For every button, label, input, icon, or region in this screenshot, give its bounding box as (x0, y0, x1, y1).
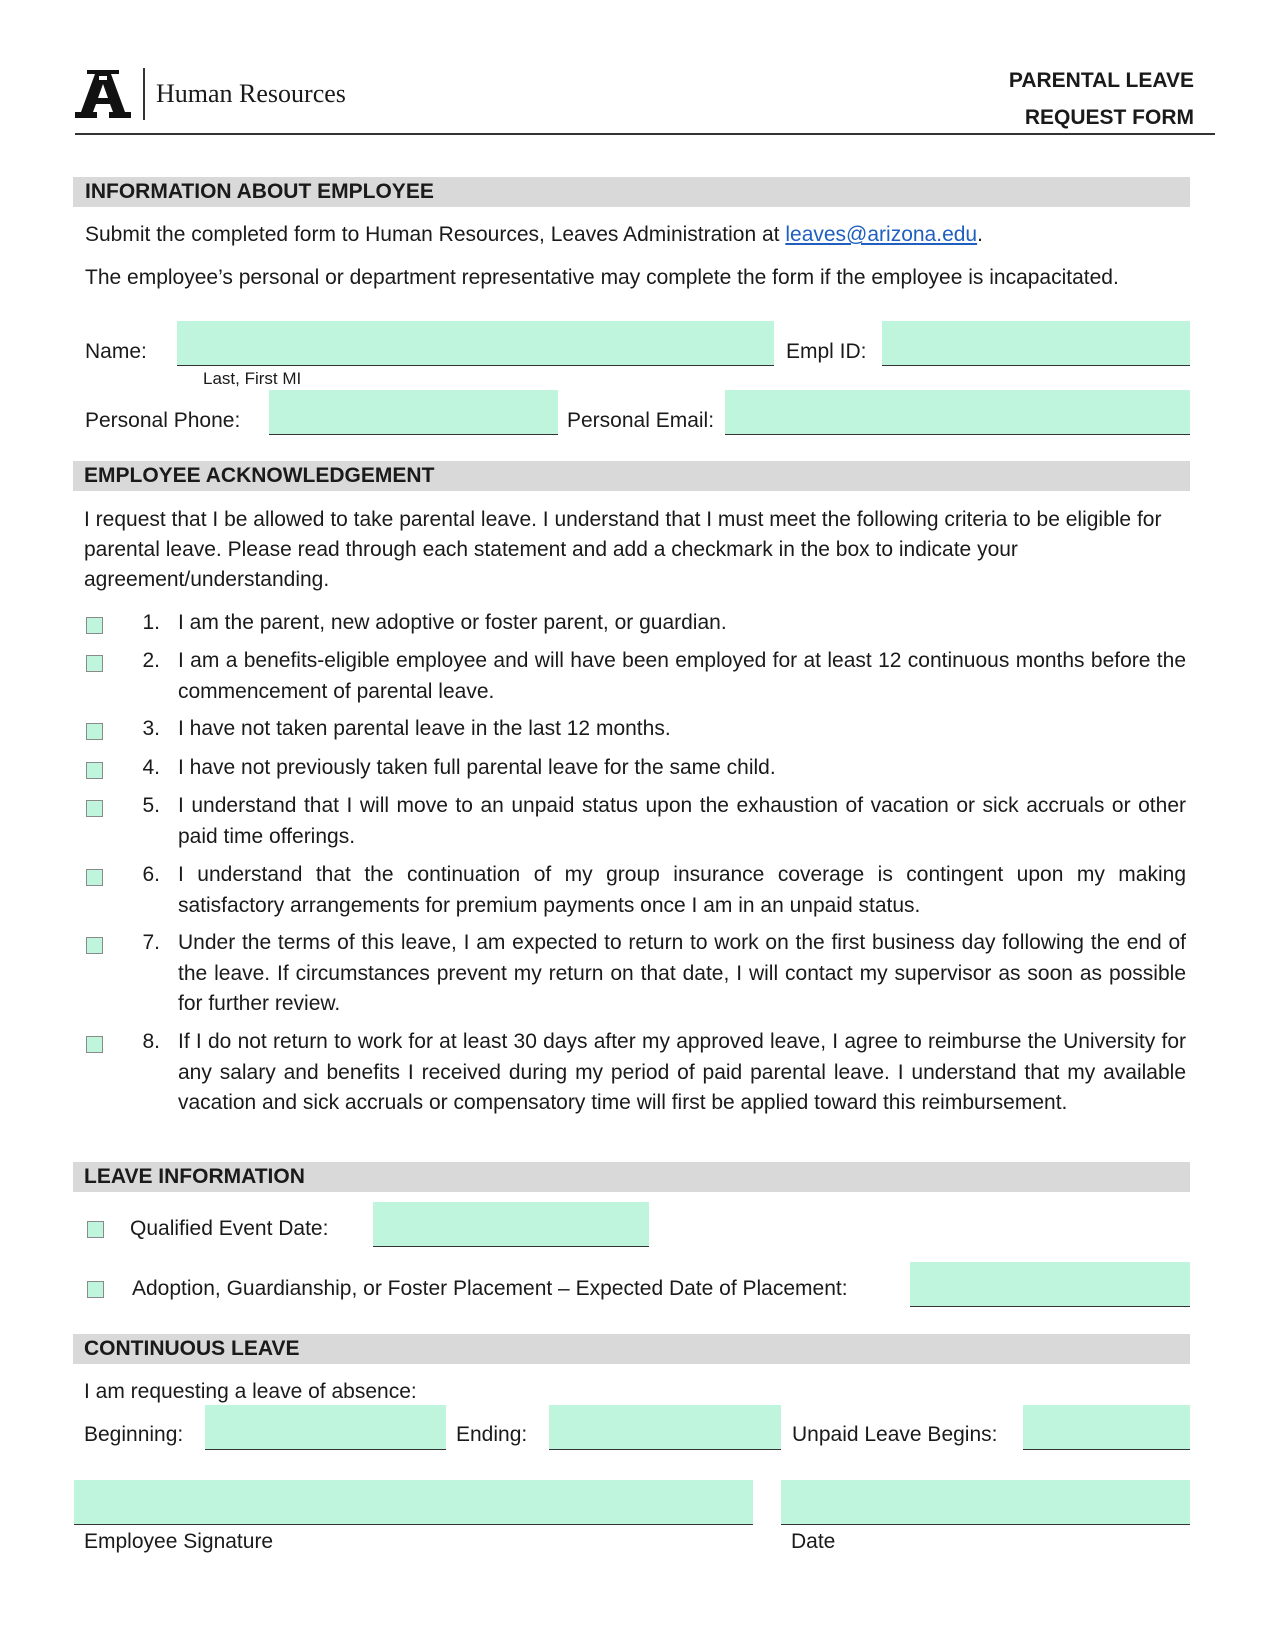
placement-checkbox[interactable] (87, 1281, 104, 1298)
ack-checkbox-7[interactable] (86, 937, 103, 954)
ack-text: If I do not return to work for at least 30 days after my approved leave, I agree to reimburse the University for any salary and benefits I received during my period of paid parental leave. I understand that my available vacation and sick accruals or compensatory time will first be applied toward this reimbursement. (178, 1030, 1186, 1114)
beginning-label: Beginning: (84, 1423, 184, 1446)
ack-checkbox-2[interactable] (86, 655, 103, 672)
signature-label: Employee Signature (84, 1530, 274, 1553)
name-label: Name: (85, 340, 147, 363)
ack-checkbox-1[interactable] (86, 617, 103, 634)
ack-number: 5. (142, 794, 160, 817)
name-field[interactable] (177, 321, 774, 366)
header-rule (75, 133, 1215, 135)
email-field[interactable] (725, 390, 1190, 435)
signature-date-field[interactable] (781, 1480, 1190, 1525)
ack-checkbox-4[interactable] (86, 762, 103, 779)
emplid-label: Empl ID: (786, 340, 867, 363)
unpaid-leave-date-field[interactable] (1023, 1405, 1190, 1450)
phone-label: Personal Phone: (85, 409, 241, 432)
ack-text: Under the terms of this leave, I am expected to return to work on the first business day following the end of the leave. If circumstances prevent my return on that date, I will contact my supervisor as soon as possible for further review. (178, 931, 1186, 1015)
ack-number: 6. (142, 863, 160, 886)
leaves-email-link[interactable]: leaves@arizona.edu (785, 223, 978, 246)
ack-text: I have not previously taken full parental leave for the same child. (178, 756, 776, 779)
event-date-label: Qualified Event Date: (130, 1217, 329, 1240)
name-hint: Last, First MI (203, 369, 302, 388)
ack-checkbox-8[interactable] (86, 1036, 103, 1053)
ack-number: 7. (142, 931, 160, 954)
representative-note: The employee’s personal or department representative may complete the form if the employee is incapacitated. (85, 266, 1119, 289)
placement-date-field[interactable] (910, 1262, 1190, 1307)
section-header-continuous-leave: CONTINUOUS LEAVE (73, 1334, 1190, 1364)
emplid-field[interactable] (882, 321, 1190, 366)
section-header-employee-info: INFORMATION ABOUT EMPLOYEE (73, 177, 1190, 207)
form-title-line1: PARENTAL LEAVE (1008, 69, 1194, 92)
ack-number: 2. (142, 649, 160, 672)
phone-field[interactable] (269, 390, 558, 435)
submit-prefix: Submit the completed form to Human Resources, Leaves Administration at (85, 223, 786, 246)
ack-text: I understand that I will move to an unpaid status upon the exhaustion of vacation or sick accruals or other paid time offerings. (178, 794, 1186, 848)
form-title-line2: REQUEST FORM (1024, 106, 1194, 129)
ack-checkbox-3[interactable] (86, 723, 103, 740)
ack-number: 1. (142, 611, 160, 634)
unpaid-leave-label: Unpaid Leave Begins: (792, 1423, 998, 1446)
ack-text: I understand that the continuation of my group insurance coverage is contingent upon my making satisfactory arrangements for premium payments once I am in an unpaid status. (178, 863, 1186, 917)
section-header-leave-info: LEAVE INFORMATION (73, 1162, 1190, 1192)
event-date-field[interactable] (373, 1202, 649, 1247)
ending-date-field[interactable] (549, 1405, 781, 1450)
email-label: Personal Email: (567, 409, 715, 432)
acknowledgement-intro: I request that I be allowed to take parental leave. I understand that I must meet the following criteria to be eligible for parental leave. Please read through each statement and add a checkmark in the box to indicate your agreement/understanding. (84, 508, 1162, 591)
continuous-intro: I am requesting a leave of absence: (84, 1380, 417, 1403)
section-header-acknowledgement: EMPLOYEE ACKNOWLEDGEMENT (73, 461, 1190, 491)
ack-number: 3. (142, 717, 160, 740)
submit-suffix: . (977, 223, 983, 246)
employee-signature-field[interactable] (74, 1480, 753, 1525)
ack-text: I am the parent, new adoptive or foster parent, or guardian. (178, 611, 727, 634)
org-name: Human Resources (156, 79, 346, 108)
ack-number: 8. (142, 1030, 160, 1053)
logo-divider (143, 68, 145, 120)
ack-text: I am a benefits-eligible employee and will have been employed for at least 12 continuous months before the commencement of parental leave. (178, 649, 1186, 703)
date-label: Date (791, 1530, 836, 1553)
placement-date-label: Adoption, Guardianship, or Foster Placement – Expected Date of Placement: (132, 1277, 848, 1300)
ack-text: I have not taken parental leave in the last 12 months. (178, 717, 671, 740)
ack-number: 4. (142, 756, 160, 779)
ack-checkbox-5[interactable] (86, 800, 103, 817)
event-date-checkbox[interactable] (87, 1221, 104, 1238)
ack-checkbox-6[interactable] (86, 869, 103, 886)
beginning-date-field[interactable] (205, 1405, 446, 1450)
submit-instructions (85, 220, 983, 250)
ending-label: Ending: (456, 1423, 528, 1446)
university-a-logo-icon (73, 70, 133, 120)
